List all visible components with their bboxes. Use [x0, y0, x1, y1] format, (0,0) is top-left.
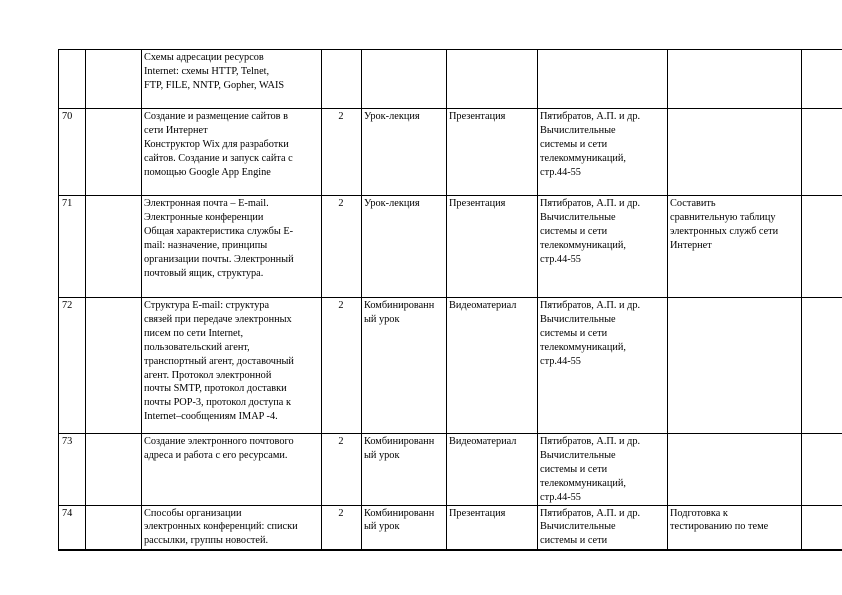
lesson-topic-cell	[142, 298, 322, 434]
table-row	[59, 196, 842, 298]
cell-text-line: стр.44-55	[540, 355, 581, 367]
notes-cell	[802, 434, 842, 506]
cell-text-line: Составить	[670, 198, 716, 209]
cell-text-line: mail: назначение, принципы	[144, 239, 268, 251]
lesson-type-cell	[362, 196, 447, 298]
homework-cell	[668, 505, 802, 550]
cell-text-line: организации почты. Электронный	[144, 253, 294, 265]
notes-cell	[802, 505, 842, 550]
cell-text-line: ый урок	[364, 521, 400, 533]
lesson-plan-body	[59, 50, 842, 551]
cell-text-line: Пятибратов, А.П. и др.	[540, 507, 641, 519]
cell-text-line: Вычислительные	[540, 124, 616, 136]
cell-text-line: Вычислительные	[540, 521, 616, 533]
cell-text-line: помощью Google App Engine	[144, 166, 271, 178]
cell-text-line: почты POP-3, протокол доступа к	[144, 397, 291, 409]
cell-text-line: телекоммуникаций,	[540, 341, 626, 353]
cell-text-line: Пятибратов, А.П. и др.	[540, 198, 641, 209]
cell-text-line: телекоммуникаций,	[540, 239, 626, 251]
lesson-topic-cell	[142, 50, 322, 109]
lesson-topic-cell	[142, 434, 322, 506]
cell-text-line: сравнительную таблицу	[670, 211, 776, 223]
literature-cell	[538, 196, 668, 298]
date-cell	[86, 196, 142, 298]
cell-text-line: Создание и размещение сайтов в	[144, 111, 288, 122]
cell-text-line: адреса и работа с его ресурсами.	[144, 449, 288, 461]
cell-text-line: Создание электронного почтового	[144, 436, 294, 447]
homework-cell	[668, 109, 802, 196]
cell-text-line: системы и сети	[540, 327, 608, 339]
lesson-type-cell	[362, 434, 447, 506]
teaching-material-cell: Презентация	[447, 109, 538, 196]
hours-cell	[322, 50, 362, 109]
cell-text-line: Комбинированн	[364, 507, 435, 519]
table-row	[59, 434, 842, 506]
cell-text-line: Интернет	[670, 239, 712, 251]
lesson-number-cell: 72	[59, 298, 86, 434]
cell-text-line: стр.44-55	[540, 166, 581, 178]
cell-text-line: Урок-лекция	[364, 198, 420, 209]
homework-cell	[668, 50, 802, 109]
teaching-material-cell	[447, 50, 538, 109]
date-cell	[86, 505, 142, 550]
notes-cell	[802, 196, 842, 298]
cell-text-line: стр.44-55	[540, 253, 581, 265]
lesson-type-cell	[362, 298, 447, 434]
homework-cell	[668, 196, 802, 298]
lesson-number-cell	[59, 50, 86, 109]
cell-text-line: агент. Протокол электронной	[144, 369, 272, 381]
cell-text-line: почты SMTP, протокол доставки	[144, 383, 287, 395]
lesson-number-cell: 71	[59, 196, 86, 298]
literature-cell	[538, 298, 668, 434]
lesson-type-cell	[362, 50, 447, 109]
cell-text-line: Комбинированн	[364, 300, 435, 311]
cell-text-line: Internet–сообщениям IMAP -4.	[144, 411, 278, 423]
cell-text-line: тестированию по теме	[670, 521, 769, 533]
cell-text-line: Вычислительные	[540, 449, 616, 461]
hours-cell: 2	[322, 196, 362, 298]
cell-text-line: Урок-лекция	[364, 111, 420, 122]
cell-text-line: Пятибратов, А.П. и др.	[540, 111, 641, 122]
cell-text-line: Схемы адресации ресурсов	[144, 52, 264, 63]
teaching-material-cell: Презентация	[447, 505, 538, 550]
cell-text-line: Электронные конференции	[144, 211, 264, 223]
literature-cell	[538, 109, 668, 196]
date-cell	[86, 298, 142, 434]
literature-cell	[538, 434, 668, 506]
literature-cell	[538, 505, 668, 550]
cell-text-line: Структура E-mail: структура	[144, 300, 270, 311]
literature-cell	[538, 50, 668, 109]
cell-text-line: системы и сети	[540, 463, 608, 475]
cell-text-line: почтовый ящик, структура.	[144, 267, 264, 279]
cell-text-line: Конструктор Wix для разработки	[144, 138, 289, 150]
teaching-material-cell: Видеоматериал	[447, 298, 538, 434]
date-cell	[86, 109, 142, 196]
cell-text-line: Общая характеристика службы E-	[144, 225, 294, 237]
cell-text-line: связей при передаче электронных	[144, 313, 292, 325]
cell-text-line: электронных служб сети	[670, 225, 779, 237]
lesson-type-cell	[362, 109, 447, 196]
cell-text-line: Комбинированн	[364, 436, 435, 447]
notes-cell	[802, 298, 842, 434]
cell-text-line: электронных конференций: списки	[144, 521, 298, 533]
cell-text-line: Пятибратов, А.П. и др.	[540, 300, 641, 311]
cell-text-line: рассылки, группы новостей.	[144, 535, 269, 547]
teaching-material-cell: Презентация	[447, 196, 538, 298]
lesson-number-cell: 74	[59, 505, 86, 550]
lesson-topic-cell	[142, 109, 322, 196]
cell-text-line: системы и сети	[540, 138, 608, 150]
cell-text-line: транспортный агент, доставочный	[144, 355, 294, 367]
cell-text-line: сети Интернет	[144, 124, 208, 136]
cell-text-line: сайтов. Создание и запуск сайта с	[144, 152, 293, 164]
cell-text-line: писем по сети Internet,	[144, 327, 244, 339]
lesson-plan-table	[58, 49, 842, 551]
lesson-type-cell	[362, 505, 447, 550]
homework-cell	[668, 298, 802, 434]
cell-text-line: Пятибратов, А.П. и др.	[540, 436, 641, 447]
cell-text-line: телекоммуникаций,	[540, 152, 626, 164]
table-row	[59, 505, 842, 550]
cell-text-line: FTP, FILE, NNTP, Gopher, WAIS	[144, 79, 285, 91]
cell-text-line: пользовательский агент,	[144, 341, 250, 353]
cell-text-line: системы и сети	[540, 535, 608, 547]
date-cell	[86, 50, 142, 109]
lesson-topic-cell	[142, 196, 322, 298]
cell-text-line: Электронная почта – E-mail.	[144, 198, 269, 209]
cell-text-line: Internet: схемы HTTP, Telnet,	[144, 65, 270, 77]
notes-cell	[802, 109, 842, 196]
cell-text-line: системы и сети	[540, 225, 608, 237]
table-row	[59, 109, 842, 196]
hours-cell: 2	[322, 505, 362, 550]
hours-cell: 2	[322, 298, 362, 434]
notes-cell	[802, 50, 842, 109]
cell-text-line: ый урок	[364, 313, 400, 325]
date-cell	[86, 434, 142, 506]
lesson-number-cell: 70	[59, 109, 86, 196]
hours-cell: 2	[322, 434, 362, 506]
table-row	[59, 50, 842, 109]
hours-cell: 2	[322, 109, 362, 196]
homework-cell	[668, 434, 802, 506]
cell-text-line: ый урок	[364, 449, 400, 461]
lesson-number-cell: 73	[59, 434, 86, 506]
cell-text-line: телекоммуникаций,	[540, 477, 626, 489]
cell-text-line: Способы организации	[144, 507, 242, 519]
cell-text-line: Вычислительные	[540, 313, 616, 325]
cell-text-line: Подготовка к	[670, 507, 728, 519]
cell-text-line: Вычислительные	[540, 211, 616, 223]
lesson-topic-cell	[142, 505, 322, 550]
table-row	[59, 298, 842, 434]
cell-text-line: стр.44-55	[540, 491, 581, 503]
teaching-material-cell: Видеоматериал	[447, 434, 538, 506]
